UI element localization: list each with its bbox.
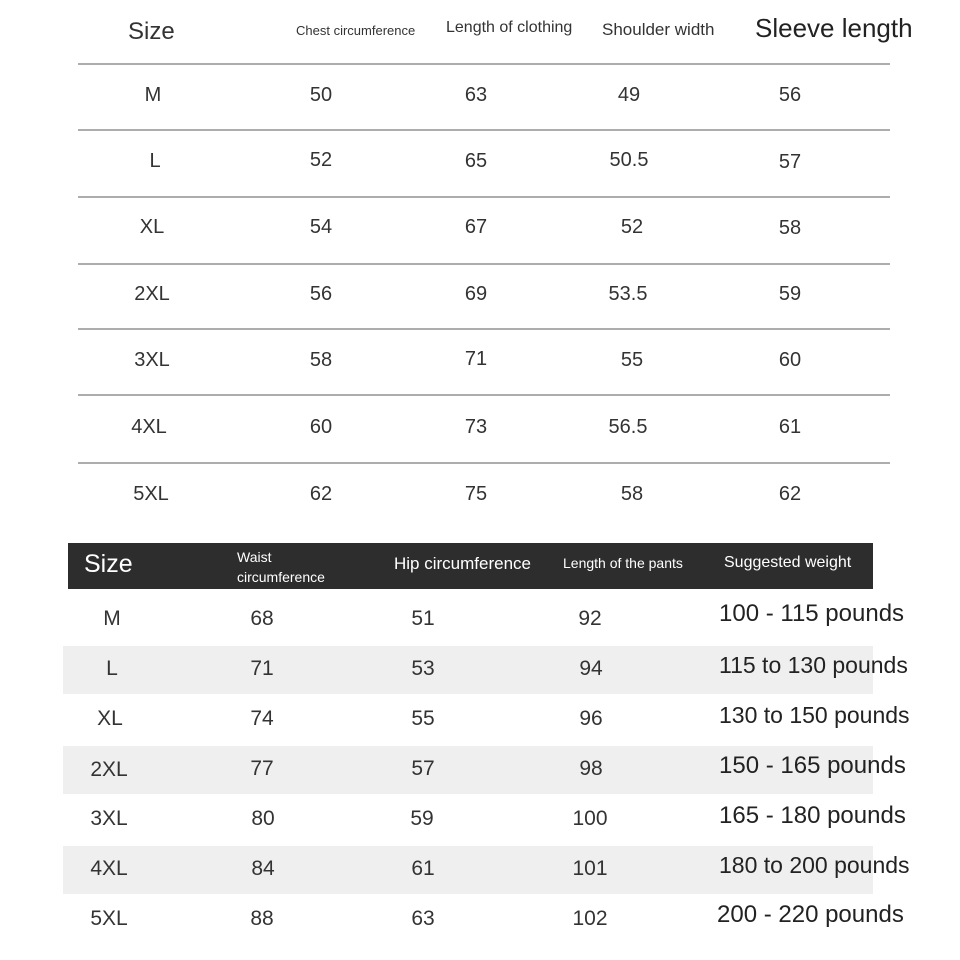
bottom-header-hip: Hip circumference <box>394 554 531 573</box>
bottom-cell-weight: 200 - 220 pounds <box>717 901 904 928</box>
top-cell-length: 73 <box>464 416 488 438</box>
bottom-cell-hip: 55 <box>411 707 435 730</box>
bottom-cell-size: 2XL <box>90 758 128 781</box>
top-cell-shoulder: 50.5 <box>609 149 649 171</box>
top-cell-chest: 56 <box>309 283 333 305</box>
top-cell-size: 5XL <box>133 483 169 505</box>
top-cell-size: XL <box>139 216 165 238</box>
bottom-cell-hip: 61 <box>411 857 435 880</box>
top-divider <box>78 394 890 396</box>
top-cell-chest: 60 <box>309 416 333 438</box>
top-cell-shoulder: 56.5 <box>608 416 648 438</box>
bottom-cell-pants-length: 101 <box>572 857 608 880</box>
top-cell-chest: 58 <box>309 349 333 371</box>
bottom-cell-pants-length: 102 <box>572 907 608 930</box>
top-cell-shoulder: 58 <box>620 483 644 505</box>
top-cell-size: 2XL <box>134 283 170 305</box>
top-cell-length: 71 <box>464 348 488 370</box>
bottom-cell-weight: 115 to 130 pounds <box>719 652 908 678</box>
top-cell-chest: 62 <box>309 483 333 505</box>
bottom-cell-size: M <box>103 607 121 630</box>
bottom-cell-size: 4XL <box>90 857 128 880</box>
bottom-cell-pants-length: 92 <box>578 607 602 630</box>
bottom-cell-pants-length: 96 <box>579 707 603 730</box>
top-header-sleeve: Sleeve length <box>755 13 913 43</box>
bottom-cell-size: 5XL <box>90 907 128 930</box>
top-cell-chest: 54 <box>309 216 333 238</box>
bottom-cell-waist: 84 <box>251 857 275 880</box>
top-header-length: Length of clothing <box>446 19 573 36</box>
top-cell-length: 69 <box>464 283 488 305</box>
top-cell-size: 4XL <box>131 416 167 438</box>
top-cell-chest: 52 <box>309 149 333 171</box>
bottom-cell-pants-length: 98 <box>579 757 603 780</box>
top-cell-chest: 50 <box>309 84 333 106</box>
top-cell-length: 63 <box>464 84 488 106</box>
top-cell-shoulder: 49 <box>617 84 641 106</box>
top-cell-sleeve: 59 <box>778 283 802 305</box>
top-cell-length: 67 <box>464 216 488 238</box>
top-header-chest: Chest circumference <box>296 23 416 38</box>
bottom-cell-hip: 57 <box>411 757 435 780</box>
top-cell-sleeve: 61 <box>778 416 802 438</box>
bottom-cell-weight: 100 - 115 pounds <box>719 600 905 627</box>
top-cell-sleeve: 56 <box>778 84 802 106</box>
bottom-cell-weight: 130 to 150 pounds <box>719 702 910 728</box>
bottom-cell-size: 3XL <box>90 807 128 830</box>
top-divider <box>78 328 890 330</box>
bottom-cell-size: L <box>106 657 118 680</box>
bottom-cell-pants-length: 100 <box>572 807 608 830</box>
top-cell-length: 65 <box>464 150 488 172</box>
bottom-cell-waist: 88 <box>250 907 274 930</box>
bottom-header-weight: Suggested weight <box>724 554 852 571</box>
top-cell-length: 75 <box>464 483 488 505</box>
top-divider <box>78 63 890 65</box>
bottom-cell-hip: 51 <box>411 607 435 630</box>
top-cell-shoulder: 52 <box>620 216 644 238</box>
top-divider <box>78 462 890 464</box>
top-divider <box>78 129 890 131</box>
bottom-cell-waist: 74 <box>250 707 274 730</box>
bottom-size-table <box>0 540 960 960</box>
bottom-cell-waist: 77 <box>250 757 274 780</box>
bottom-cell-weight: 180 to 200 pounds <box>719 852 910 878</box>
bottom-cell-pants-length: 94 <box>579 657 603 680</box>
bottom-cell-weight: 165 - 180 pounds <box>719 802 906 829</box>
top-divider <box>78 263 890 265</box>
top-cell-sleeve: 58 <box>778 217 802 239</box>
top-cell-size: 3XL <box>134 349 170 371</box>
bottom-header-waist: Waist circumference <box>237 549 325 585</box>
bottom-cell-size: XL <box>97 707 123 730</box>
top-cell-shoulder: 53.5 <box>608 283 648 305</box>
top-cell-sleeve: 62 <box>778 483 802 505</box>
top-divider <box>78 196 890 198</box>
bottom-cell-waist: 71 <box>250 657 274 680</box>
bottom-cell-waist: 68 <box>250 607 274 630</box>
top-cell-sleeve: 60 <box>778 349 802 371</box>
bottom-cell-hip: 53 <box>411 657 435 680</box>
bottom-cell-hip: 63 <box>411 907 435 930</box>
top-header-size: Size <box>128 18 175 45</box>
bottom-cell-hip: 59 <box>410 807 434 830</box>
top-cell-size: L <box>149 150 161 172</box>
top-cell-sleeve: 57 <box>778 151 802 173</box>
bottom-cell-weight: 150 - 165 pounds <box>719 752 906 779</box>
bottom-header-size: Size <box>84 550 133 578</box>
top-cell-size: M <box>144 84 162 106</box>
top-header-shoulder: Shoulder width <box>602 20 715 39</box>
top-cell-shoulder: 55 <box>620 349 644 371</box>
bottom-header-pants-length: Length of the pants <box>563 555 683 571</box>
bottom-cell-waist: 80 <box>251 807 275 830</box>
